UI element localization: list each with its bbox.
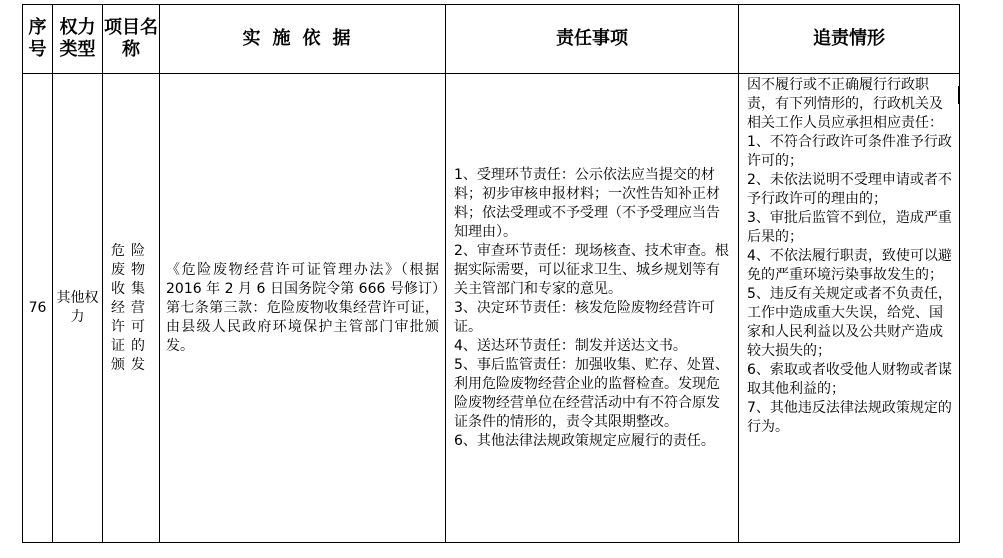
duty-item: 4、送达环节责任：制发并送达文书。	[454, 337, 687, 354]
row-type: 其他权力	[53, 74, 103, 543]
header-row	[23, 5, 960, 74]
header-no: 序号	[23, 5, 53, 74]
accountability-item: 2、未依法说明不受理申请或者不予行政许可的理由的；	[747, 172, 952, 207]
text-cursor-mark	[958, 86, 960, 104]
power-list-table	[22, 4, 960, 543]
duty-item: 5、事后监管责任：加强收集、贮存、处置、利用危险废物经营企业的监督检查。发现危险废物经营单位在经营活动中有不符合原发证条件的情形的，责令其限期整改。	[454, 356, 729, 430]
header-type: 权力类型	[53, 5, 103, 74]
header-accountability: 追责情形	[739, 5, 960, 74]
row-basis: 《危险废物经营许可证管理办法》（根据 2016 年 2 月 6 日国务院令第 666 号修订）第七条第三款：危险废物收集经营许可证，由县级人民政府环境保护主管部门审批颁发。	[160, 74, 446, 543]
duty-item: 3、决定环节责任：核发危险废物经营许可证。	[454, 299, 715, 335]
accountability-item: 6、索取或者收受他人财物或者谋取其他利益的；	[747, 362, 952, 397]
accountability-item: 5、违反有关规定或者不负责任，工作中造成重大失误，给党、国家和人民利益以及公共财产造成较大损失的；	[747, 286, 952, 359]
duty-item: 1、受理环节责任：公示依法应当提交的材料；初步审核申报材料；一次性告知补正材料；依法受理或不予受理（不予受理应当告知理由）。	[454, 166, 720, 240]
table-row	[23, 74, 960, 543]
accountability-item: 因不履行或不正确履行行政职责，有下列情形的，行政机关及相关工作人员应承担相应责任：	[747, 77, 943, 131]
header-duty: 责任事项	[446, 5, 739, 74]
accountability-item: 4、不依法履行职责，致使可以避免的严重环境污染事故发生的；	[747, 248, 952, 283]
header-basis: 实施依据	[160, 5, 446, 74]
row-name: 危险废物收集经营许可证的颁发	[103, 74, 160, 543]
row-accountability	[739, 74, 960, 543]
accountability-item: 3、审批后监管不到位，造成严重后果的；	[747, 210, 952, 245]
accountability-item: 7、其他违反法律法规政策规定的行为。	[747, 400, 952, 435]
duty-item: 2、审查环节责任：现场核查、技术审查。根据实际需要，可以征求卫生、城乡规划等有关主管部门和专家的意见。	[454, 242, 729, 297]
accountability-item: 1、不符合行政许可条件准予行政许可的；	[747, 134, 952, 169]
duty-item: 6、其他法律法规政策规定应履行的责任。	[454, 432, 715, 449]
row-duty	[446, 74, 739, 543]
header-name: 项目名称	[103, 5, 160, 74]
row-no: 76	[23, 74, 53, 543]
